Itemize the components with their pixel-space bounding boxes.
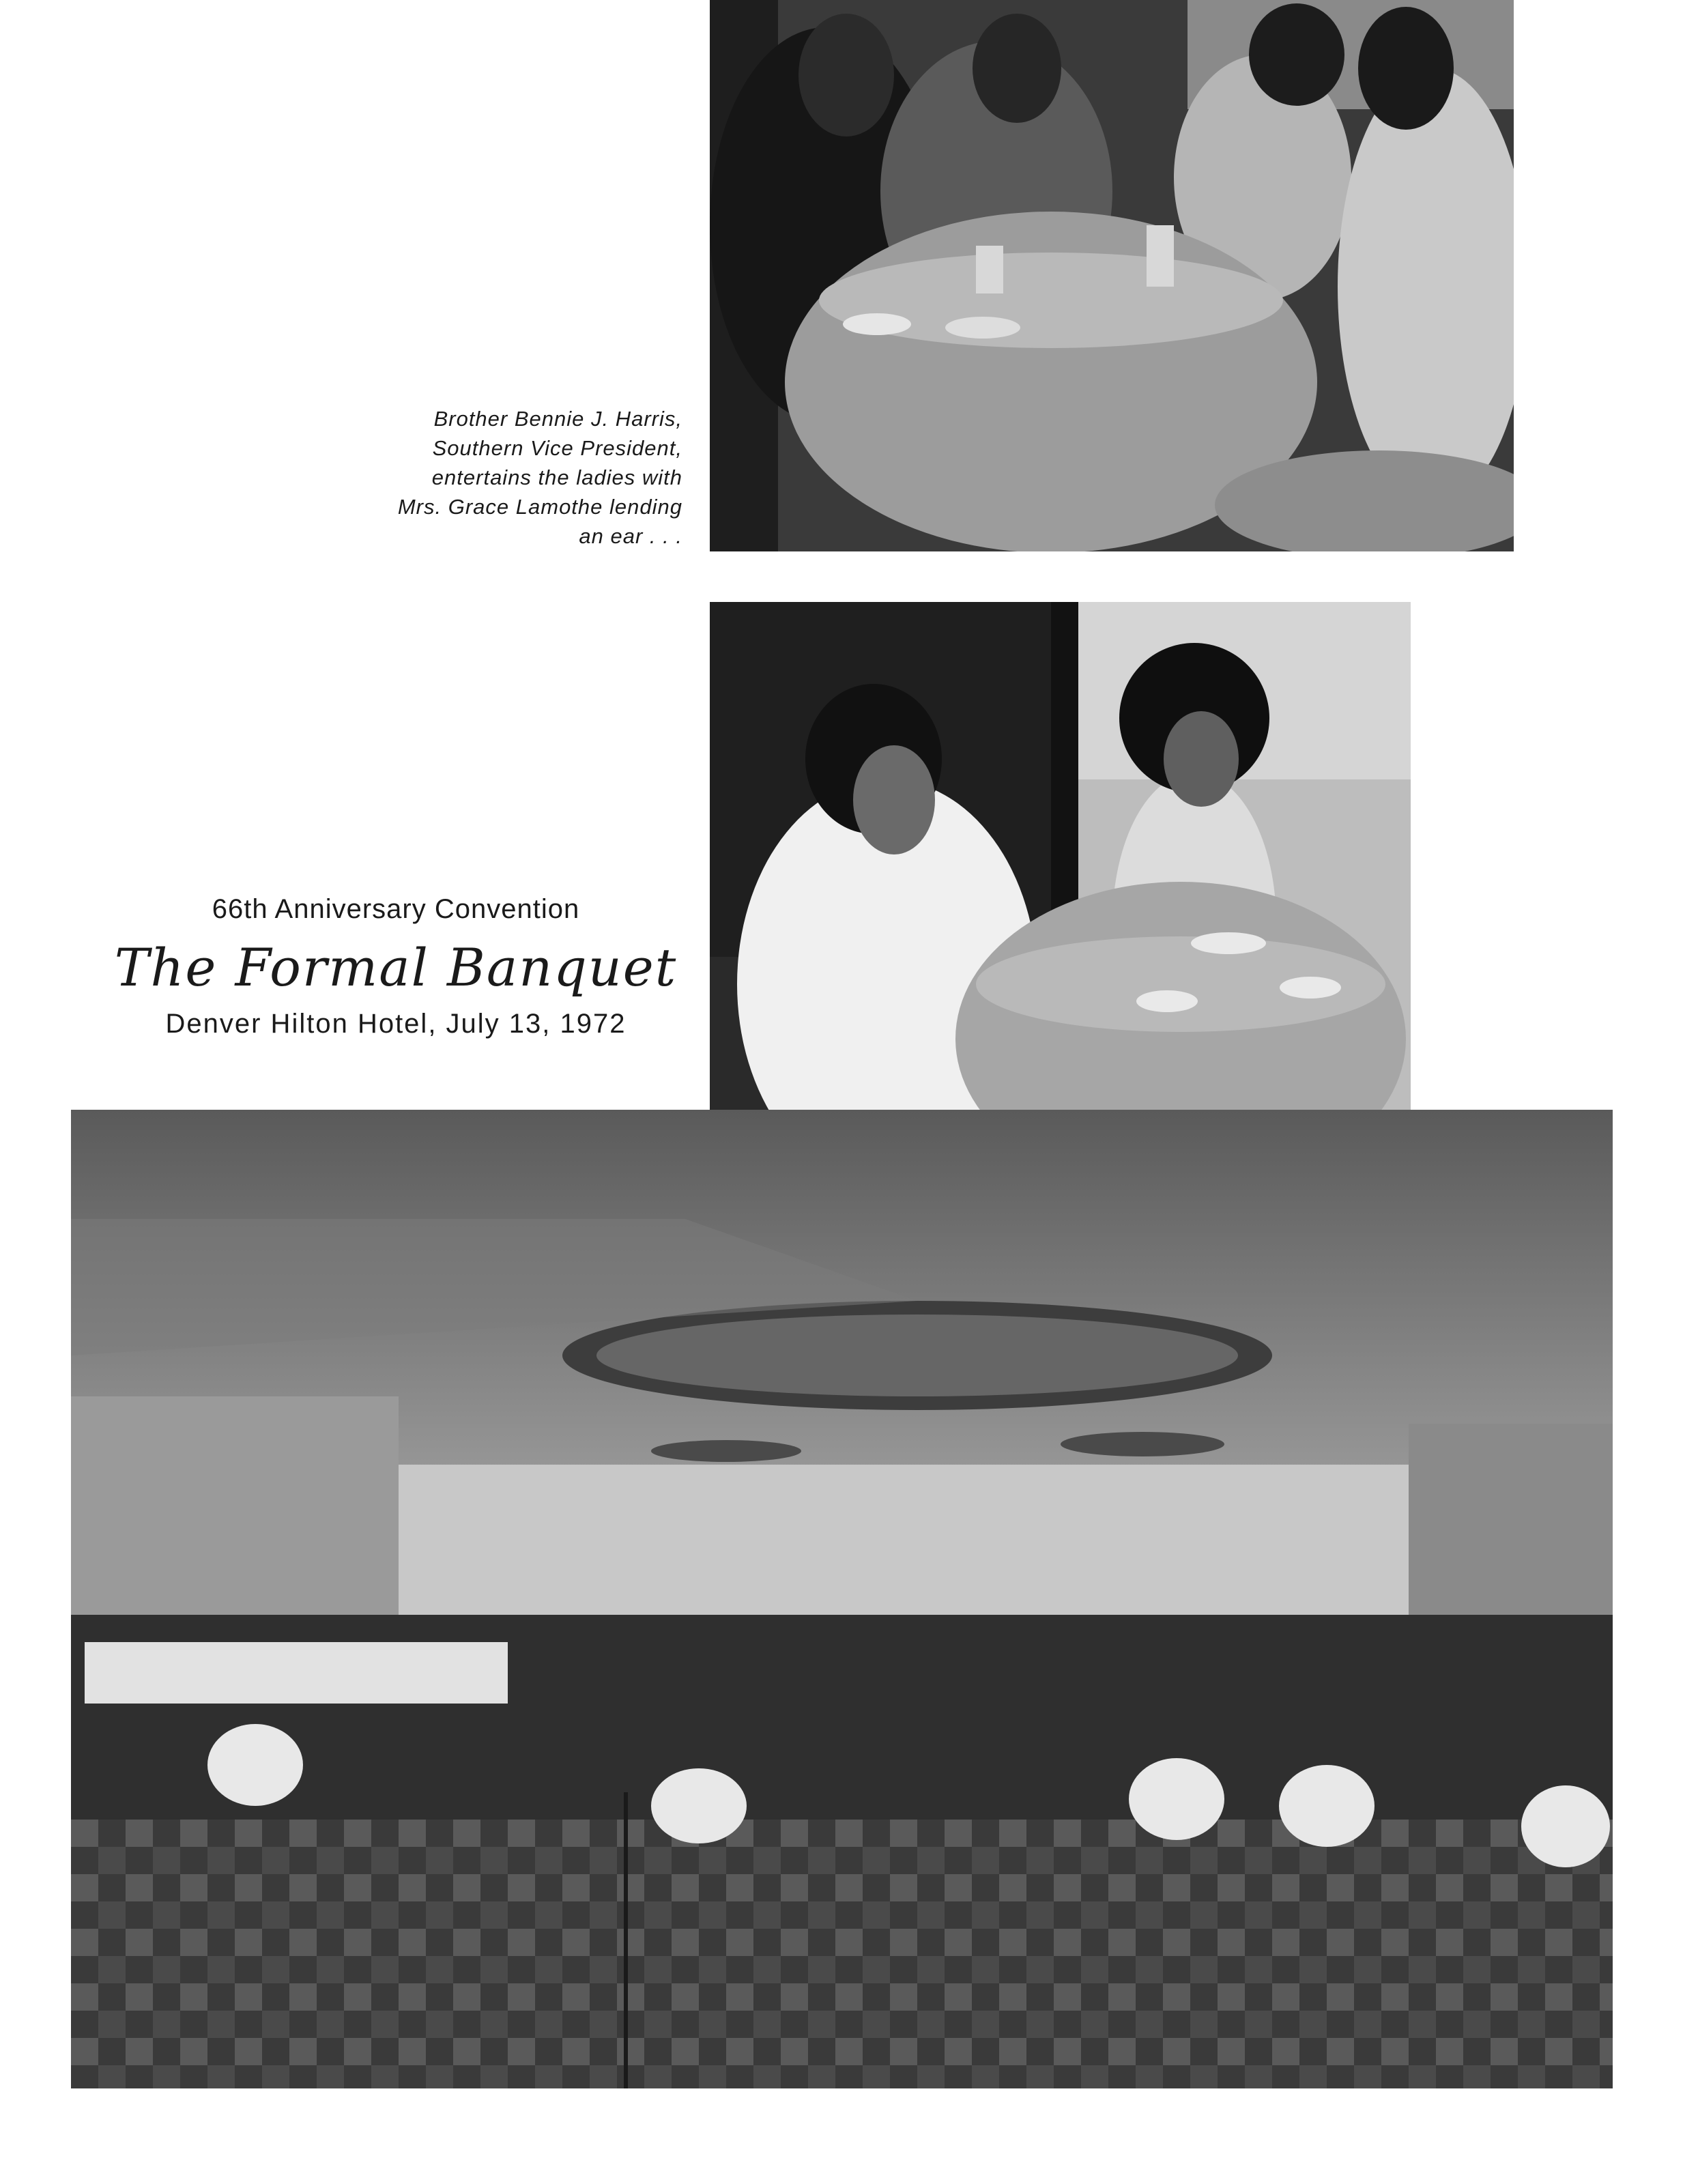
photo-two-women (710, 602, 1411, 1189)
caption-line: Brother Bennie J. Harris, (433, 407, 682, 431)
photo-two-women-image (710, 602, 1411, 1189)
photo-ballroom-image (71, 1110, 1613, 2088)
caption-line: Mrs. Grace Lamothe lending (397, 495, 682, 519)
photo-table-guests (710, 0, 1514, 551)
venue-date: Denver Hilton Hotel, July 13, 1972 (165, 1009, 627, 1039)
caption-line: an ear . . . (579, 524, 682, 548)
photo-table-guests-image (710, 0, 1514, 551)
caption-line: entertains the ladies with (431, 465, 682, 489)
banquet-heading (102, 894, 689, 1039)
caption-line: Southern Vice President, (432, 436, 682, 460)
photo-caption (300, 404, 682, 551)
banquet-title: The Formal Banquet (114, 937, 678, 998)
convention-overline: 66th Anniversary Convention (212, 894, 580, 924)
photo-ballroom (71, 1110, 1613, 2088)
